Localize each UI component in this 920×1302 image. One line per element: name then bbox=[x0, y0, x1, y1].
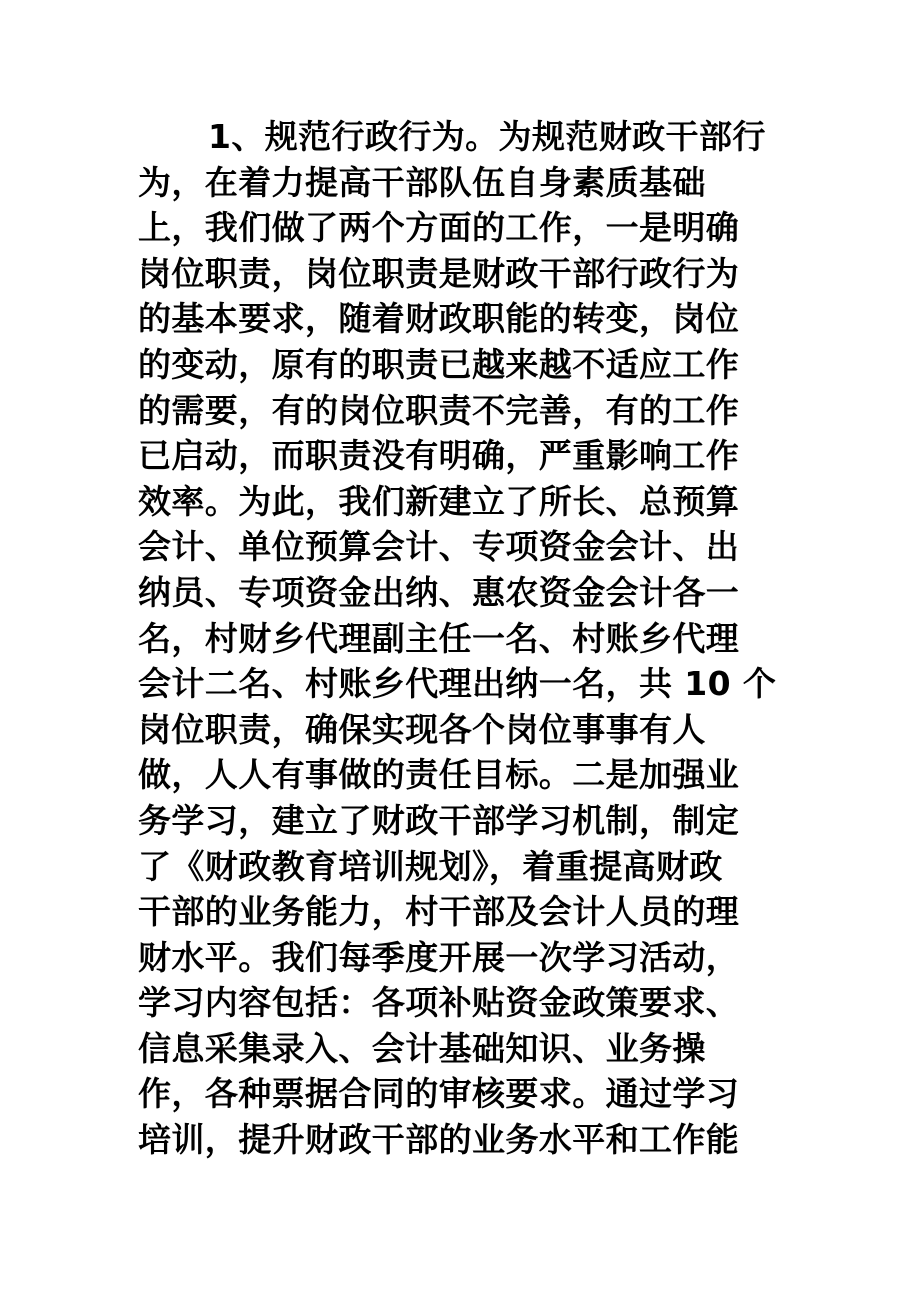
text-line: 会计、单位预算会计、专项资金会计、出 bbox=[138, 527, 740, 567]
text-line: 名，村财乡代理副主任一名、村账乡代理 bbox=[138, 618, 740, 658]
text-line: 财水平。我们每季度开展一次学习活动， bbox=[138, 937, 740, 977]
text-line: 已启动，而职责没有明确，严重影响工作 bbox=[138, 436, 740, 476]
text-line: 纳员、专项资金出纳、惠农资金会计各一 bbox=[138, 572, 740, 612]
text-line: 培训，提升财政干部的业务水平和工作能 bbox=[138, 1120, 740, 1160]
text-line: 1、规范行政行为。为规范财政干部行 bbox=[208, 117, 766, 156]
text-line: 为，在着力提高干部队伍自身素质基础 bbox=[138, 162, 706, 202]
text-line: 会计二名、村账乡代理出纳一名，共 10 个 bbox=[138, 664, 777, 704]
text-line: 了《财政教育培训规划》，着重提高财政 bbox=[138, 846, 723, 886]
text-line: 干部的业务能力，村干部及会计人员的理 bbox=[138, 892, 740, 932]
text-line: 作，各种票据合同的审核要求。通过学习 bbox=[138, 1074, 740, 1114]
text-line: 岗位职责，确保实现各个岗位事事有人 bbox=[138, 709, 706, 749]
text-line: 学习内容包括：各项补贴资金政策要求、 bbox=[138, 983, 740, 1023]
text-line: 做，人人有事做的责任目标。二是加强业 bbox=[138, 755, 740, 795]
text-line: 信息采集录入、会计基础知识、业务操 bbox=[138, 1028, 706, 1068]
text-line: 岗位职责，岗位职责是财政干部行政行为 bbox=[138, 253, 740, 293]
text-line: 效率。为此，我们新建立了所长、总预算 bbox=[138, 481, 740, 521]
text-line: 的变动，原有的职责已越来越不适应工作 bbox=[138, 344, 740, 384]
text-line: 的需要，有的岗位职责不完善，有的工作 bbox=[138, 390, 740, 430]
text-line: 务学习，建立了财政干部学习机制，制定 bbox=[138, 800, 740, 840]
text-line: 上，我们做了两个方面的工作，一是明确 bbox=[138, 208, 740, 248]
body-paragraph bbox=[138, 114, 798, 1163]
text-line: 的基本要求，随着财政职能的转变，岗位 bbox=[138, 299, 740, 339]
